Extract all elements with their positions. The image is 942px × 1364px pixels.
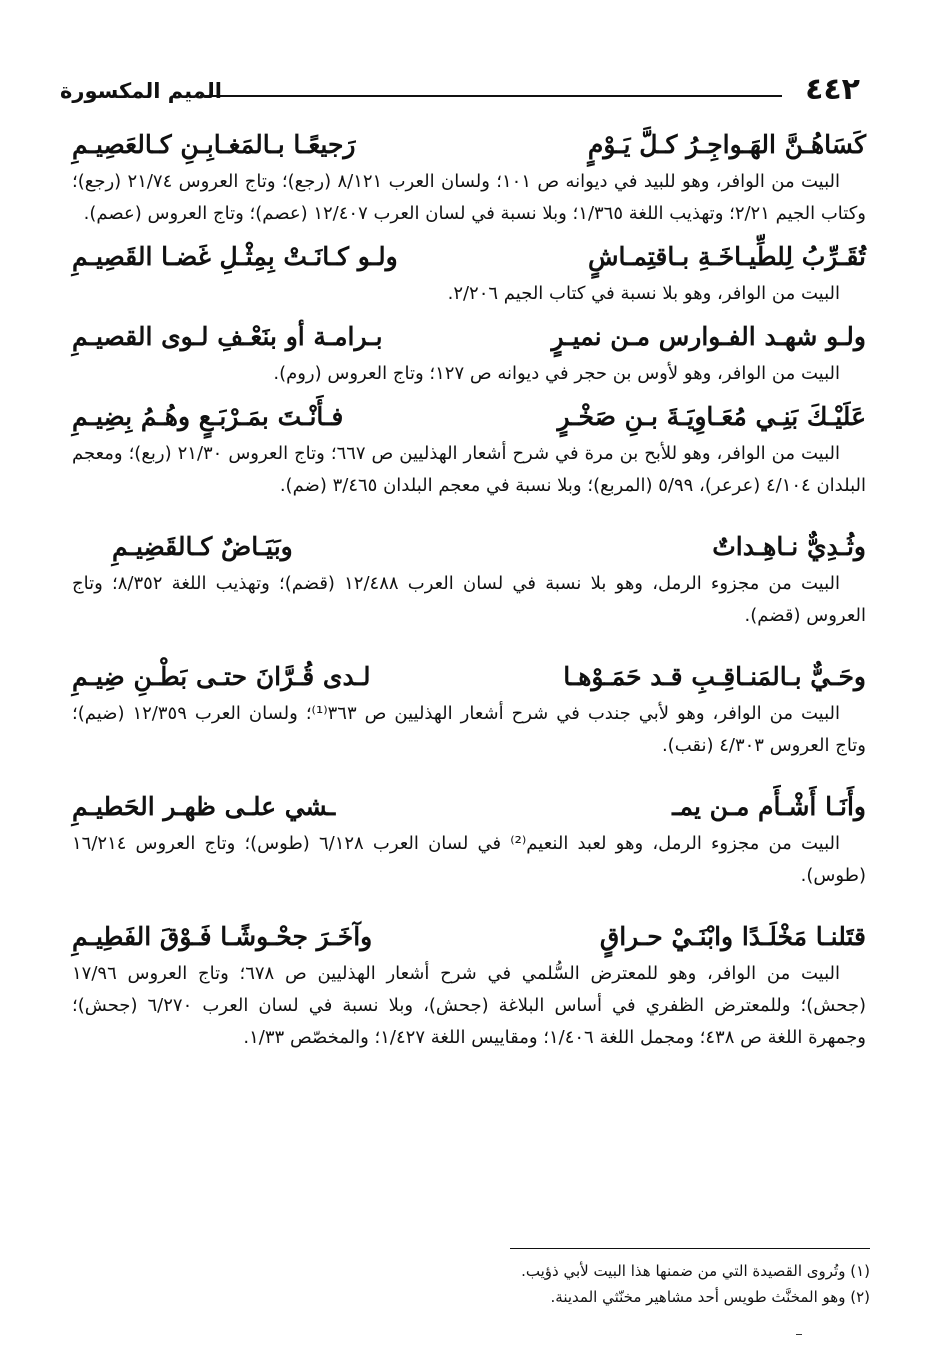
citation-note: البيت من الوافر، وهو بلا نسبة في كتاب الجيم ٢/٢٠٦. xyxy=(447,283,840,304)
verse-line xyxy=(72,396,866,438)
page-mark xyxy=(796,1334,802,1335)
footnote: (١) وتُروى القصيدة التي من ضمنها هذا البيت لأبي ذؤيب. xyxy=(521,1262,870,1280)
verse-entry xyxy=(72,656,866,762)
verse-line xyxy=(72,786,866,828)
spacer xyxy=(72,898,866,916)
verse-entry xyxy=(72,396,866,502)
spacer xyxy=(72,638,866,656)
citation-note: البيت من مجزوء الرمل، وهو لعبد النعيم⁽²⁾ في لسان العرب ٦/١٢٨ (طوس)؛ وتاج العروس ١٦/٢١٤ (طوس). xyxy=(72,833,866,886)
citation-note: البيت من الوافر، وهو لأبي جندب في شرح أشعار الهذليين ص ٣٦٣⁽¹⁾؛ ولسان العرب ١٢/٣٥٩ (ضيم)؛ وتاج العروس ٤/٣٠٣ (نقب). xyxy=(72,703,866,756)
citation-note: البيت من الوافر، وهو للبيد في ديوانه ص ١٠١؛ ولسان العرب ٨/١٢١ (رجع)؛ وتاج العروس ٢١/٧٤ (رجع)؛ وكتاب الجيم ٢/٢١؛ وتهذيب اللغة ١/٣٦٥؛ وبلا نسبة في لسان العرب ١٢/٤٠٧ (عصم)؛ وتاج العروس (عصم). xyxy=(72,171,866,224)
verse-entry xyxy=(72,236,866,310)
second-hemistich: لـدى قُـرَّانَ حتـى بَطْـنِ ضِيـمِ xyxy=(72,662,371,691)
first-hemistich: وثُـدِيٌّ نـاهِـداتٌ xyxy=(712,532,866,561)
page-header xyxy=(60,72,860,112)
verse-entry xyxy=(72,124,866,230)
first-hemistich: كَسَاهُـنَّ الهَـواجِـرُ كـلَّ يَـوْمٍ xyxy=(587,130,866,159)
second-hemistich: وبَيَـاضٌ كـالقَضِيـمِ xyxy=(112,532,293,561)
second-hemistich: ـشي علـى ظهـر الحَطيـمِ xyxy=(72,792,336,821)
verse-entry xyxy=(72,316,866,390)
header-rule xyxy=(200,95,782,97)
page-body xyxy=(72,124,866,1060)
spacer xyxy=(72,768,866,786)
citation-note: البيت من الوافر، وهو لأوس بن حجر في ديوانه ص ١٢٧؛ وتاج العروس (روم). xyxy=(273,363,840,384)
verse-line xyxy=(72,526,866,568)
verse-line xyxy=(72,656,866,698)
verse-entry xyxy=(72,916,866,1054)
citation-note: البيت من الوافر، وهو للأبح بن مرة في شرح أشعار الهذليين ص ٦٦٧؛ وتاج العروس ٢١/٣٠ (ربع)؛ ومعجم البلدان ٤/١٠٤ (عرعر)، ٥/٩٩ (المربع)؛ وبلا نسبة في معجم البلدان ٣/٤٦٥ (ضم). xyxy=(72,443,866,496)
verse-line xyxy=(72,124,866,166)
first-hemistich: عَلَيْـكَ بَنِـي مُعَـاوِيَـةَ بـنِ صَخْـرٍ xyxy=(557,402,866,431)
footnotes xyxy=(76,1258,870,1310)
verse-entry xyxy=(72,786,866,892)
footnote: (٢) وهو المخنَّث طويس أحد مشاهير مخنّثي المدينة. xyxy=(550,1288,870,1306)
second-hemistich: وآخَـرَ جحْـوشًـا فَـوْقَ الفَطِيـمِ xyxy=(72,922,373,951)
running-title: الميم المكسورة xyxy=(60,79,222,103)
first-hemistich: ولـو شهـد الفـوارس مـن نميـرٍ xyxy=(551,322,866,351)
footnote-rule xyxy=(510,1248,870,1249)
verse-line xyxy=(72,236,866,278)
first-hemistich: قتَلنـا مَخْلَـدًا وابْنَـيْ حـراقٍ xyxy=(599,922,866,951)
citation-note: البيت من الوافر، وهو للمعترض السُّلمي في شرح أشعار الهذليين ص ٦٧٨؛ وتاج العروس ١٧/٩٦ (جحش)؛ وللمعترض الظفري في أساس البلاغة (جحش)، وبلا نسبة في لسان العرب ٦/٢٧٠ (جحش)؛ وجمهرة اللغة ص ٤٣٨؛ ومجمل اللغة ١/٤٠٦؛ ومقاييس اللغة ١/٤٢٧؛ والمخصّص ١/٣٣. xyxy=(72,963,866,1048)
spacer xyxy=(72,508,866,526)
page-number: ٤٤٢ xyxy=(805,72,860,107)
citation-note: البيت من مجزوء الرمل، وهو بلا نسبة في لسان العرب ١٢/٤٨٨ (قضم)؛ وتهذيب اللغة ٨/٣٥٢؛ وتاج العروس (قضم). xyxy=(72,573,866,626)
verse-line xyxy=(72,316,866,358)
second-hemistich: رَجيعًـا بـالمَغـابِـنِ كـالعَصِيـمِ xyxy=(72,130,356,159)
first-hemistich: وأَنَـا أَشْـأَم مـن يمـ xyxy=(672,792,866,821)
first-hemistich: تُقَـرِّبُ لِلطِّيـاخَـةِ بـاقتِمـاشٍ xyxy=(587,242,866,271)
second-hemistich: بـرامـة أو بنَعْـفِ لـوى القصيـمِ xyxy=(72,322,383,351)
verse-line xyxy=(72,916,866,958)
second-hemistich: فـأَنْـتَ بمَـرْبَـعٍ وهُـمُ بِضِيـمِ xyxy=(72,402,344,431)
verse-entry xyxy=(72,526,866,632)
second-hemistich: ولـو كـانَـتْ بِمِثْـلِ غَضـا القَصِيـمِ xyxy=(72,242,398,271)
first-hemistich: وحَـيٌّ بـالمَنـاقِـبِ قـد حَمَـوْهـا xyxy=(563,662,866,691)
